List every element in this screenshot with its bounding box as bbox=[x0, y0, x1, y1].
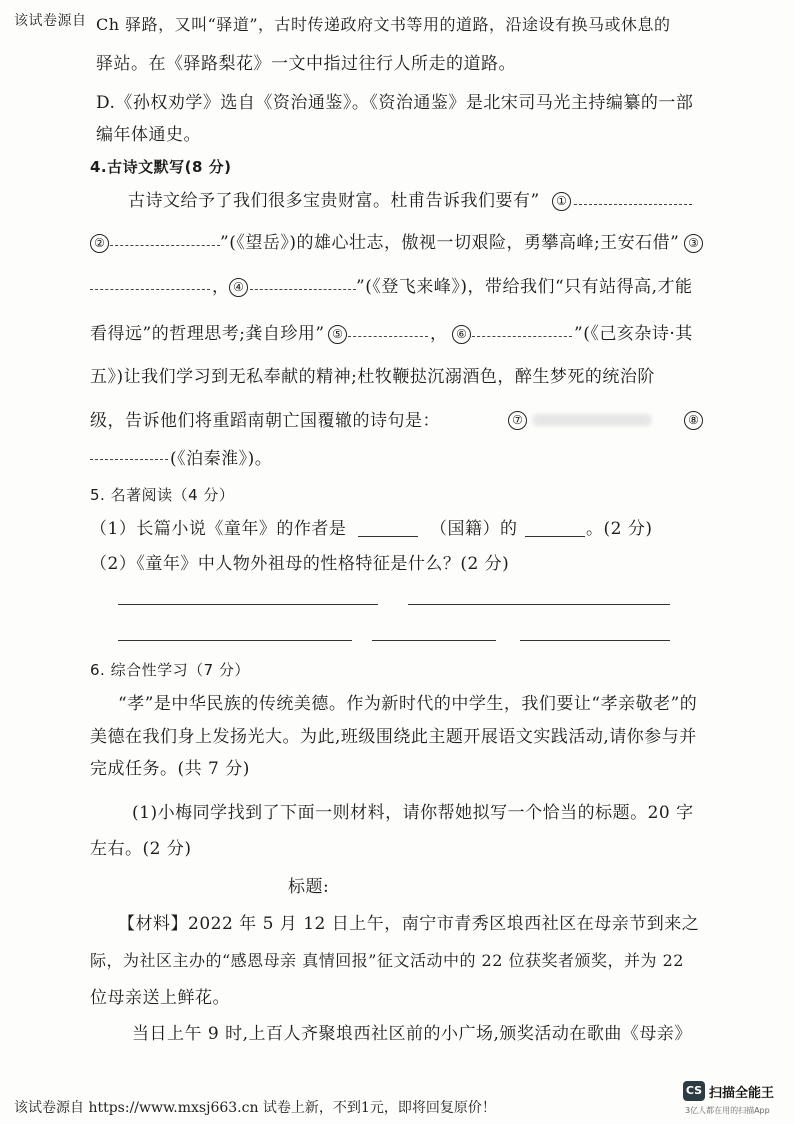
answer-line-1b bbox=[408, 604, 670, 605]
logo-name: 扫描全能王 bbox=[709, 1086, 775, 1101]
line-1: Ch 驿路，又叫“驿道”，古时传递政府文书等用的道路，沿途设有换马或休息的 bbox=[96, 15, 671, 34]
title-label: 标题: bbox=[288, 877, 330, 897]
q4-line-4: 看得远”的哲理思考;龚自珍用” bbox=[90, 324, 325, 344]
line-2: 驿站。在《驿路梨花》一文中指过往行人所走的道路。 bbox=[96, 54, 516, 74]
blank-4 bbox=[250, 289, 356, 290]
blank-2 bbox=[110, 245, 220, 246]
blank-author bbox=[358, 536, 418, 537]
marker-5: ⑤ bbox=[328, 325, 347, 344]
q6-line-2: 美德在我们身上发扬光大。为此,班级围绕此主题开展语文实践活动,请你参与并 bbox=[90, 727, 697, 747]
footer-watermark: 该试卷源自 https://www.mxsj663.cn 试卷上新，不到1元，即将回复原价！ bbox=[14, 1100, 496, 1116]
scanned-page: 该试卷源自 Ch 驿路，又叫“驿道”，古时传递政府文书等用的道路，沿途设有换马或休息的 驿站。在《驿路梨花》一文中指过往行人所走的道路。 D.《孙权劝学》选自《资治通鉴》。《资治通鉴》是北宋司马光主持编纂的一部 编年体通史。 4.古诗文默写(8 分) 古诗文给予了我们很多宝贵财富。杜甫告诉我们要有” ① ② ”(《望岳》)的雄心壮志，傲视一切艰险，勇攀高峰;王安石借” ③ ， ④ ”(《登飞来峰》)，带给我们“只有站得高,才能 看得远”的哲理思考;龚自珍用” ⑤ ， ⑥ ”(《己亥杂诗·其 五》)让我们学习到无私奉献的精神;杜牧鞭挞沉溺酒色，醉生梦死的统治阶 级，告诉他们将重蹈南朝亡国覆辙的诗句是： ⑦ ⑧ (《泊秦淮》)。 5. 名著阅读（4 分） （1）长篇小说《童年》的作者是 （国籍）的 。(2 分) （2）《童年》中人物外祖母的性格特征是什么？(2 分) 6. 综合性学习（7 分） “孝”是中华民族的传统美德。作为新时代的中学生，我们要让“孝亲敬老”的 美德在我们身上发扬光大。为此,班级围绕此主题开展语文实践活动,请你参与并 完成任务。(共 7 分) (1)小梅同学找到了下面一则材料，请你帮她拟写一个恰当的标题。20 字 左右。(2 分) 标题: 【材料】2022 年 5 月 12 日上午，南宁市青秀区埌西社区在母亲节到来之 际，为社区主办的“感恩母亲 真情回报”征文活动中的 22 位获奖者颁奖，并为 22 位母亲送上鲜花。 当日上午 9 时,上百人齐聚埌西社区前的小广场,颁奖活动在歌曲《母亲》 该试卷源自 https://www.mxsj663.cn 试卷上新，不到1元，即将回复原价！ CS 扫描全能王 3亿人都在用的扫描App bbox=[0, 0, 794, 1124]
q4-line-5: 五》)让我们学习到无私奉献的精神;杜牧鞭挞沉溺酒色，醉生梦死的统治阶 bbox=[90, 367, 655, 387]
blank-8 bbox=[90, 459, 168, 460]
q5-heading: 5. 名著阅读（4 分） bbox=[90, 486, 235, 504]
material-line-3: 位母亲送上鲜花。 bbox=[90, 988, 230, 1008]
marker-4: ④ bbox=[229, 278, 248, 297]
q6-part-1b: 左右。(2 分) bbox=[90, 839, 192, 859]
material-line-4: 当日上午 9 时,上百人齐聚埌西社区前的小广场,颁奖活动在歌曲《母亲》 bbox=[132, 1024, 692, 1044]
q5-part-1a: （1）长篇小说《童年》的作者是 bbox=[90, 519, 347, 539]
camscanner-icon: CS bbox=[683, 1081, 705, 1101]
answer-line-2a bbox=[118, 640, 352, 641]
material-line-1: 【材料】2022 年 5 月 12 日上午，南宁市青秀区埌西社区在母亲节到来之 bbox=[118, 914, 700, 934]
q4-heading: 4.古诗文默写(8 分) bbox=[90, 158, 232, 176]
q4-line-6: 级，告诉他们将重蹈南朝亡国覆辙的诗句是： bbox=[90, 411, 440, 431]
q6-part-1a: (1)小梅同学找到了下面一则材料，请你帮她拟写一个恰当的标题。20 字 bbox=[132, 803, 694, 823]
option-d: D.《孙权劝学》选自《资治通鉴》。《资治通鉴》是北宋司马光主持编纂的一部 bbox=[96, 93, 694, 113]
blurred-blank-7 bbox=[532, 414, 652, 426]
blank-1 bbox=[574, 204, 692, 205]
q6-heading: 6. 综合性学习（7 分） bbox=[90, 661, 250, 679]
marker-3: ③ bbox=[684, 234, 703, 253]
marker-6: ⑥ bbox=[452, 325, 471, 344]
watermark-top: 该试卷源自 bbox=[14, 13, 87, 29]
q4-line-3: ”(《登飞来峰》)，带给我们“只有站得高,才能 bbox=[356, 277, 693, 297]
q6-line-1: “孝”是中华民族的传统美德。作为新时代的中学生，我们要让“孝亲敬老”的 bbox=[118, 694, 698, 714]
marker-8: ⑧ bbox=[684, 411, 703, 430]
blank-5 bbox=[348, 336, 428, 337]
answer-line-2c bbox=[520, 640, 670, 641]
q4-line-7: (《泊秦淮》)。 bbox=[170, 449, 273, 469]
material-line-2: 际，为社区主办的“感恩母亲 真情回报”征文活动中的 22 位获奖者颁奖，并为 22 bbox=[90, 951, 684, 970]
marker-1: ① bbox=[552, 192, 571, 211]
marker-2: ② bbox=[90, 234, 109, 253]
line-4: 编年体通史。 bbox=[96, 125, 201, 145]
blank-3 bbox=[90, 289, 210, 290]
logo-tagline: 3亿人都在用的扫描App bbox=[685, 1106, 770, 1115]
blank-nationality bbox=[525, 536, 585, 537]
answer-line-2b bbox=[372, 640, 496, 641]
camscanner-logo bbox=[683, 1079, 791, 1121]
q4-line-4c: ”(《己亥杂诗·其 bbox=[574, 324, 693, 344]
q4-line-2: ”(《望岳》)的雄心壮志，傲视一切艰险，勇攀高峰;王安石借” bbox=[220, 233, 680, 253]
q4-line-1: 古诗文给予了我们很多宝贵财富。杜甫告诉我们要有” bbox=[128, 191, 540, 211]
answer-line-1a bbox=[118, 604, 378, 605]
blank-6 bbox=[472, 336, 572, 337]
q5-part-1c: 。(2 分) bbox=[586, 519, 653, 539]
marker-7: ⑦ bbox=[508, 411, 527, 430]
q5-part-1b: （国籍）的 bbox=[430, 519, 518, 539]
q5-part-2: （2）《童年》中人物外祖母的性格特征是什么？(2 分) bbox=[90, 554, 510, 574]
q6-line-3: 完成任务。(共 7 分) bbox=[90, 759, 250, 779]
